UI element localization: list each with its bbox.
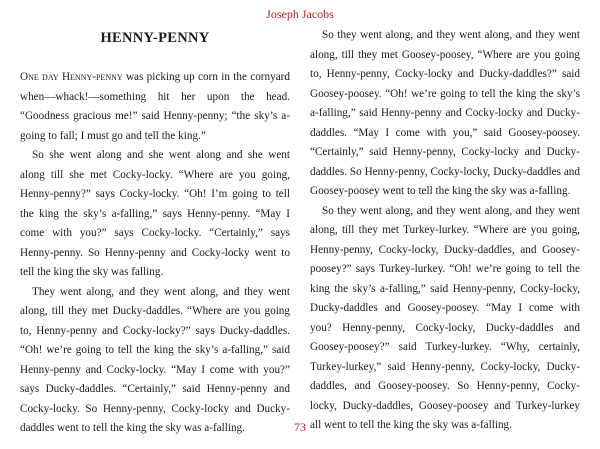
paragraph: So they went along, and they went along, and they went along, till they met Turkey-lurkey. “Where are you going, Henny-penny, Cocky-locky, Ducky-daddles, and Goosey-poosey?” says Turkey-lurkey. “Oh! we’re going to tell the king the sky’s a-falling,” said Henny-penny, Cocky-locky, Ducky-daddles and Goosey-poosey. “May I come with you? Henny-penny, Cocky-locky, Ducky-daddles and Goosey-poosey?” said Turkey-lurkey. “Why, certainly, Turkey-lurkey,” said Henny-penny, Cocky-locky, Ducky-daddles, and Goosey-poosey. So Henny-penny, Cocky-locky, Ducky-daddles, Goosey-poosey and Turkey-lurkey all went to tell the king the sky was a-falling. (310, 204, 580, 431)
paragraph: So they went along, and they went along, and they went along, till they met Goosey-poosey, “Where are you going to, Henny-penny, Cocky-locky and Ducky-daddles?” said Goosey-poosey. “Oh! we’re going to tell the king the sky’s a-falling,” said Henny-penny and Cocky-locky and Ducky-daddles. “May I come with you,” said Goosey-poosey. “Certainly,” said Henny-penny, Cocky-locky and Ducky-daddles. So Henny-penny, Cocky-locky, Ducky-daddles and Goosey-poosey went to tell the king the sky was a-falling. (310, 29, 580, 197)
paragraph: So she went along and she went along and she went along till she met Cocky-locky. “Where are you going, Henny-penny?” says Cocky-locky. “Oh! I’m going to tell the king the sky’s a-falling,” says Henny-penny. “May I come with you?” says Cocky-locky. “Certainly,” says Henny-penny. So Henny-penny and Cocky-locky went to tell the king the sky was falling. (20, 149, 290, 278)
left-column (20, 28, 290, 439)
running-head: Joseph Jacobs (266, 7, 334, 21)
opening-smallcaps: One day Henny-penny (20, 71, 123, 83)
page-number: 73 (294, 420, 306, 434)
right-column (310, 26, 580, 436)
chapter-title: HENNY-PENNY (100, 30, 210, 46)
paragraph: They went along, and they went along, and they went along, till they met Ducky-daddles. “Where are you going to, Henny-penny and Cocky-locky?” says Ducky-daddles. “Oh! we’re going to tell the king the sky’s a-falling,” said Henny-penny and Cocky-locky. “May I come with you?” says Ducky-daddles. “Certainly,” said Henny-penny and Cocky-locky. So Henny-penny, Cocky-locky and Ducky-daddles went to tell the king the sky was a-falling. (20, 285, 290, 434)
paragraph (20, 68, 290, 146)
paragraph-text: was picking up corn in the cornyard when—whack!—something hit her upon the head. “Goodness gracious me!” said Henny-penny; “the sky’s a-going to fall; I must go and tell the king.” (20, 71, 290, 142)
